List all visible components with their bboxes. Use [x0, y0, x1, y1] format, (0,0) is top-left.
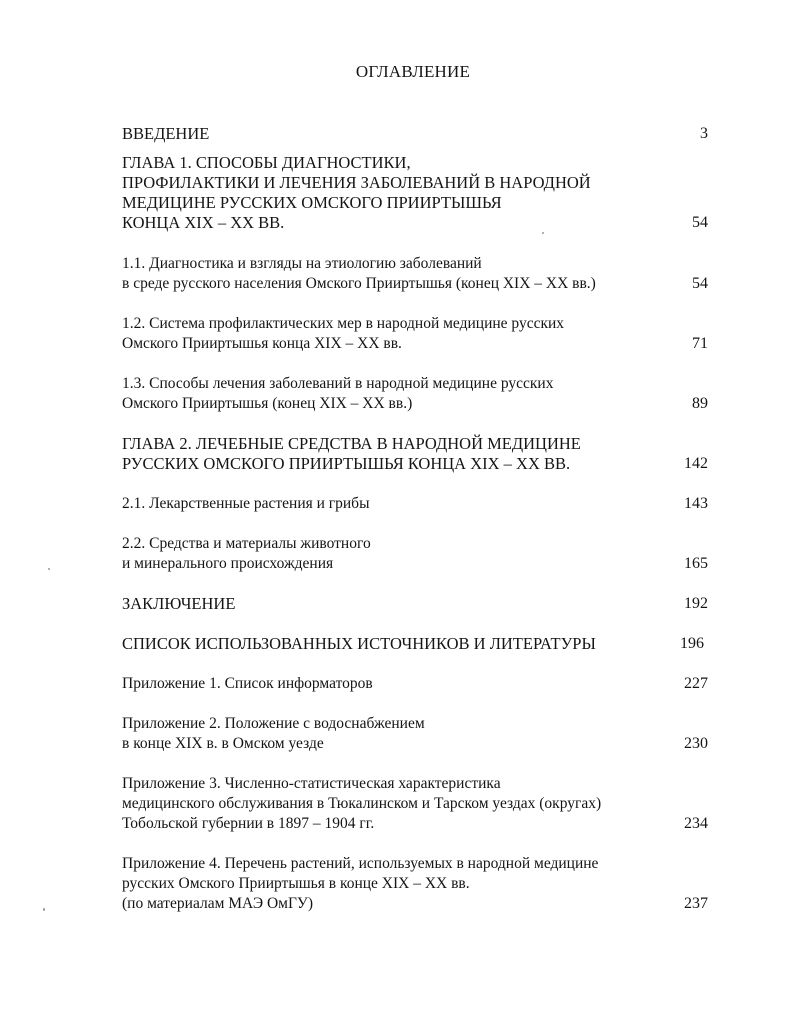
toc-entry-line: ПРОФИЛАКТИКИ И ЛЕЧЕНИЯ ЗАБОЛЕВАНИЙ В НАРОДНОЙ — [122, 173, 591, 192]
toc-entry-line: РУССКИХ ОМСКОГО ПРИИРТЫШЬЯ КОНЦА XIX – XX ВВ. — [122, 454, 571, 473]
toc-entry-line: Приложение 3. Численно-статистическая характеристика — [122, 775, 501, 792]
toc-page-number: 196 — [680, 635, 704, 652]
toc-entry-line: МЕДИЦИНЕ РУССКИХ ОМСКОГО ПРИИРТЫШЬЯ — [122, 193, 502, 212]
toc-page-number: 237 — [684, 895, 708, 912]
toc-entry-section-1-1 — [122, 254, 708, 294]
toc-page-number: 230 — [684, 735, 708, 752]
toc-entry-appendix-2 — [122, 714, 708, 754]
toc-entry-line: 1.2. Система профилактических мер в народной медицине русских — [122, 315, 565, 332]
toc-entry-line: ГЛАВА 1. СПОСОБЫ ДИАГНОСТИКИ, — [122, 153, 411, 172]
toc-entry-line: ЗАКЛЮЧЕНИЕ — [122, 594, 236, 613]
toc-entry-line: русских Омского Прииртышья в конце XIX – XX вв. — [122, 875, 470, 892]
scan-speck — [43, 908, 45, 911]
toc-page-number: 165 — [684, 555, 708, 572]
toc-entry-line: Приложение 1. Список информаторов — [122, 675, 373, 692]
toc-entry-line: ВВЕДЕНИЕ — [122, 124, 210, 143]
toc-entry-bibliography — [122, 634, 704, 654]
toc-page-number: 142 — [684, 455, 708, 472]
scan-speck — [48, 568, 50, 570]
toc-page-number: 71 — [692, 335, 708, 352]
toc-entry-appendix-1 — [122, 674, 708, 694]
toc-entry-line: и минерального происхождения — [122, 555, 334, 572]
toc-page-number: 3 — [700, 125, 708, 142]
toc-page-number: 54 — [692, 214, 708, 231]
toc-entry-chapter-2 — [122, 434, 708, 474]
toc-entry-line: 2.2. Средства и материалы животного — [122, 535, 371, 552]
toc-entry-line: Омского Прииртышья (конец XIX – XX вв.) — [122, 395, 413, 412]
toc-entry-section-2-1 — [122, 494, 708, 514]
scan-speck — [542, 232, 544, 234]
toc-entry-section-1-2 — [122, 314, 708, 354]
toc-page-number: 192 — [684, 595, 708, 612]
toc-entry-line: в конце XIX в. в Омском уезде — [122, 735, 324, 752]
toc-page-number: 54 — [692, 275, 708, 292]
toc-entry-appendix-4 — [122, 854, 708, 914]
toc-page-number: 143 — [684, 495, 708, 512]
toc-entry-line: КОНЦА XIX – XX ВВ. — [122, 213, 285, 232]
toc-entry-section-1-3 — [122, 374, 708, 414]
toc-entry-line: (по материалам МАЭ ОмГУ) — [122, 895, 314, 912]
toc-title: ОГЛАВЛЕНИЕ — [355, 62, 471, 81]
toc-entry-line: в среде русского населения Омского Прииртышья (конец XIX – XX вв.) — [122, 275, 596, 292]
toc-entry-line: Приложение 4. Перечень растений, используемых в народной медицине — [122, 855, 599, 872]
toc-entry-line: Омского Прииртышья конца XIX – XX вв. — [122, 335, 402, 352]
toc-entry-chapter-1 — [122, 153, 708, 233]
toc-entry-line: ГЛАВА 2. ЛЕЧЕБНЫЕ СРЕДСТВА В НАРОДНОЙ МЕДИЦИНЕ — [122, 434, 581, 453]
toc-entry-line: Тобольской губернии в 1897 – 1904 гг. — [122, 815, 375, 832]
toc-entry-line: 2.1. Лекарственные растения и грибы — [122, 495, 370, 512]
toc-entry-line: 1.3. Способы лечения заболеваний в народной медицине русских — [122, 375, 554, 392]
toc-entry-introduction — [122, 124, 708, 144]
toc-entry-section-2-2 — [122, 534, 708, 574]
toc-page-number: 227 — [684, 675, 708, 692]
toc-entry-appendix-3 — [122, 774, 708, 834]
toc-entry-conclusion — [122, 594, 708, 614]
toc-entry-line: Приложение 2. Положение с водоснабжением — [122, 715, 425, 732]
toc-page-number: 234 — [684, 815, 708, 832]
toc-entry-line: СПИСОК ИСПОЛЬЗОВАННЫХ ИСТОЧНИКОВ И ЛИТЕРАТУРЫ — [122, 634, 596, 653]
toc-entry-line: медицинского обслуживания в Тюкалинском и Тарском уездах (округах) — [122, 795, 602, 812]
toc-entry-line: 1.1. Диагностика и взгляды на этиологию заболеваний — [122, 255, 482, 272]
toc-page-number: 89 — [692, 395, 708, 412]
